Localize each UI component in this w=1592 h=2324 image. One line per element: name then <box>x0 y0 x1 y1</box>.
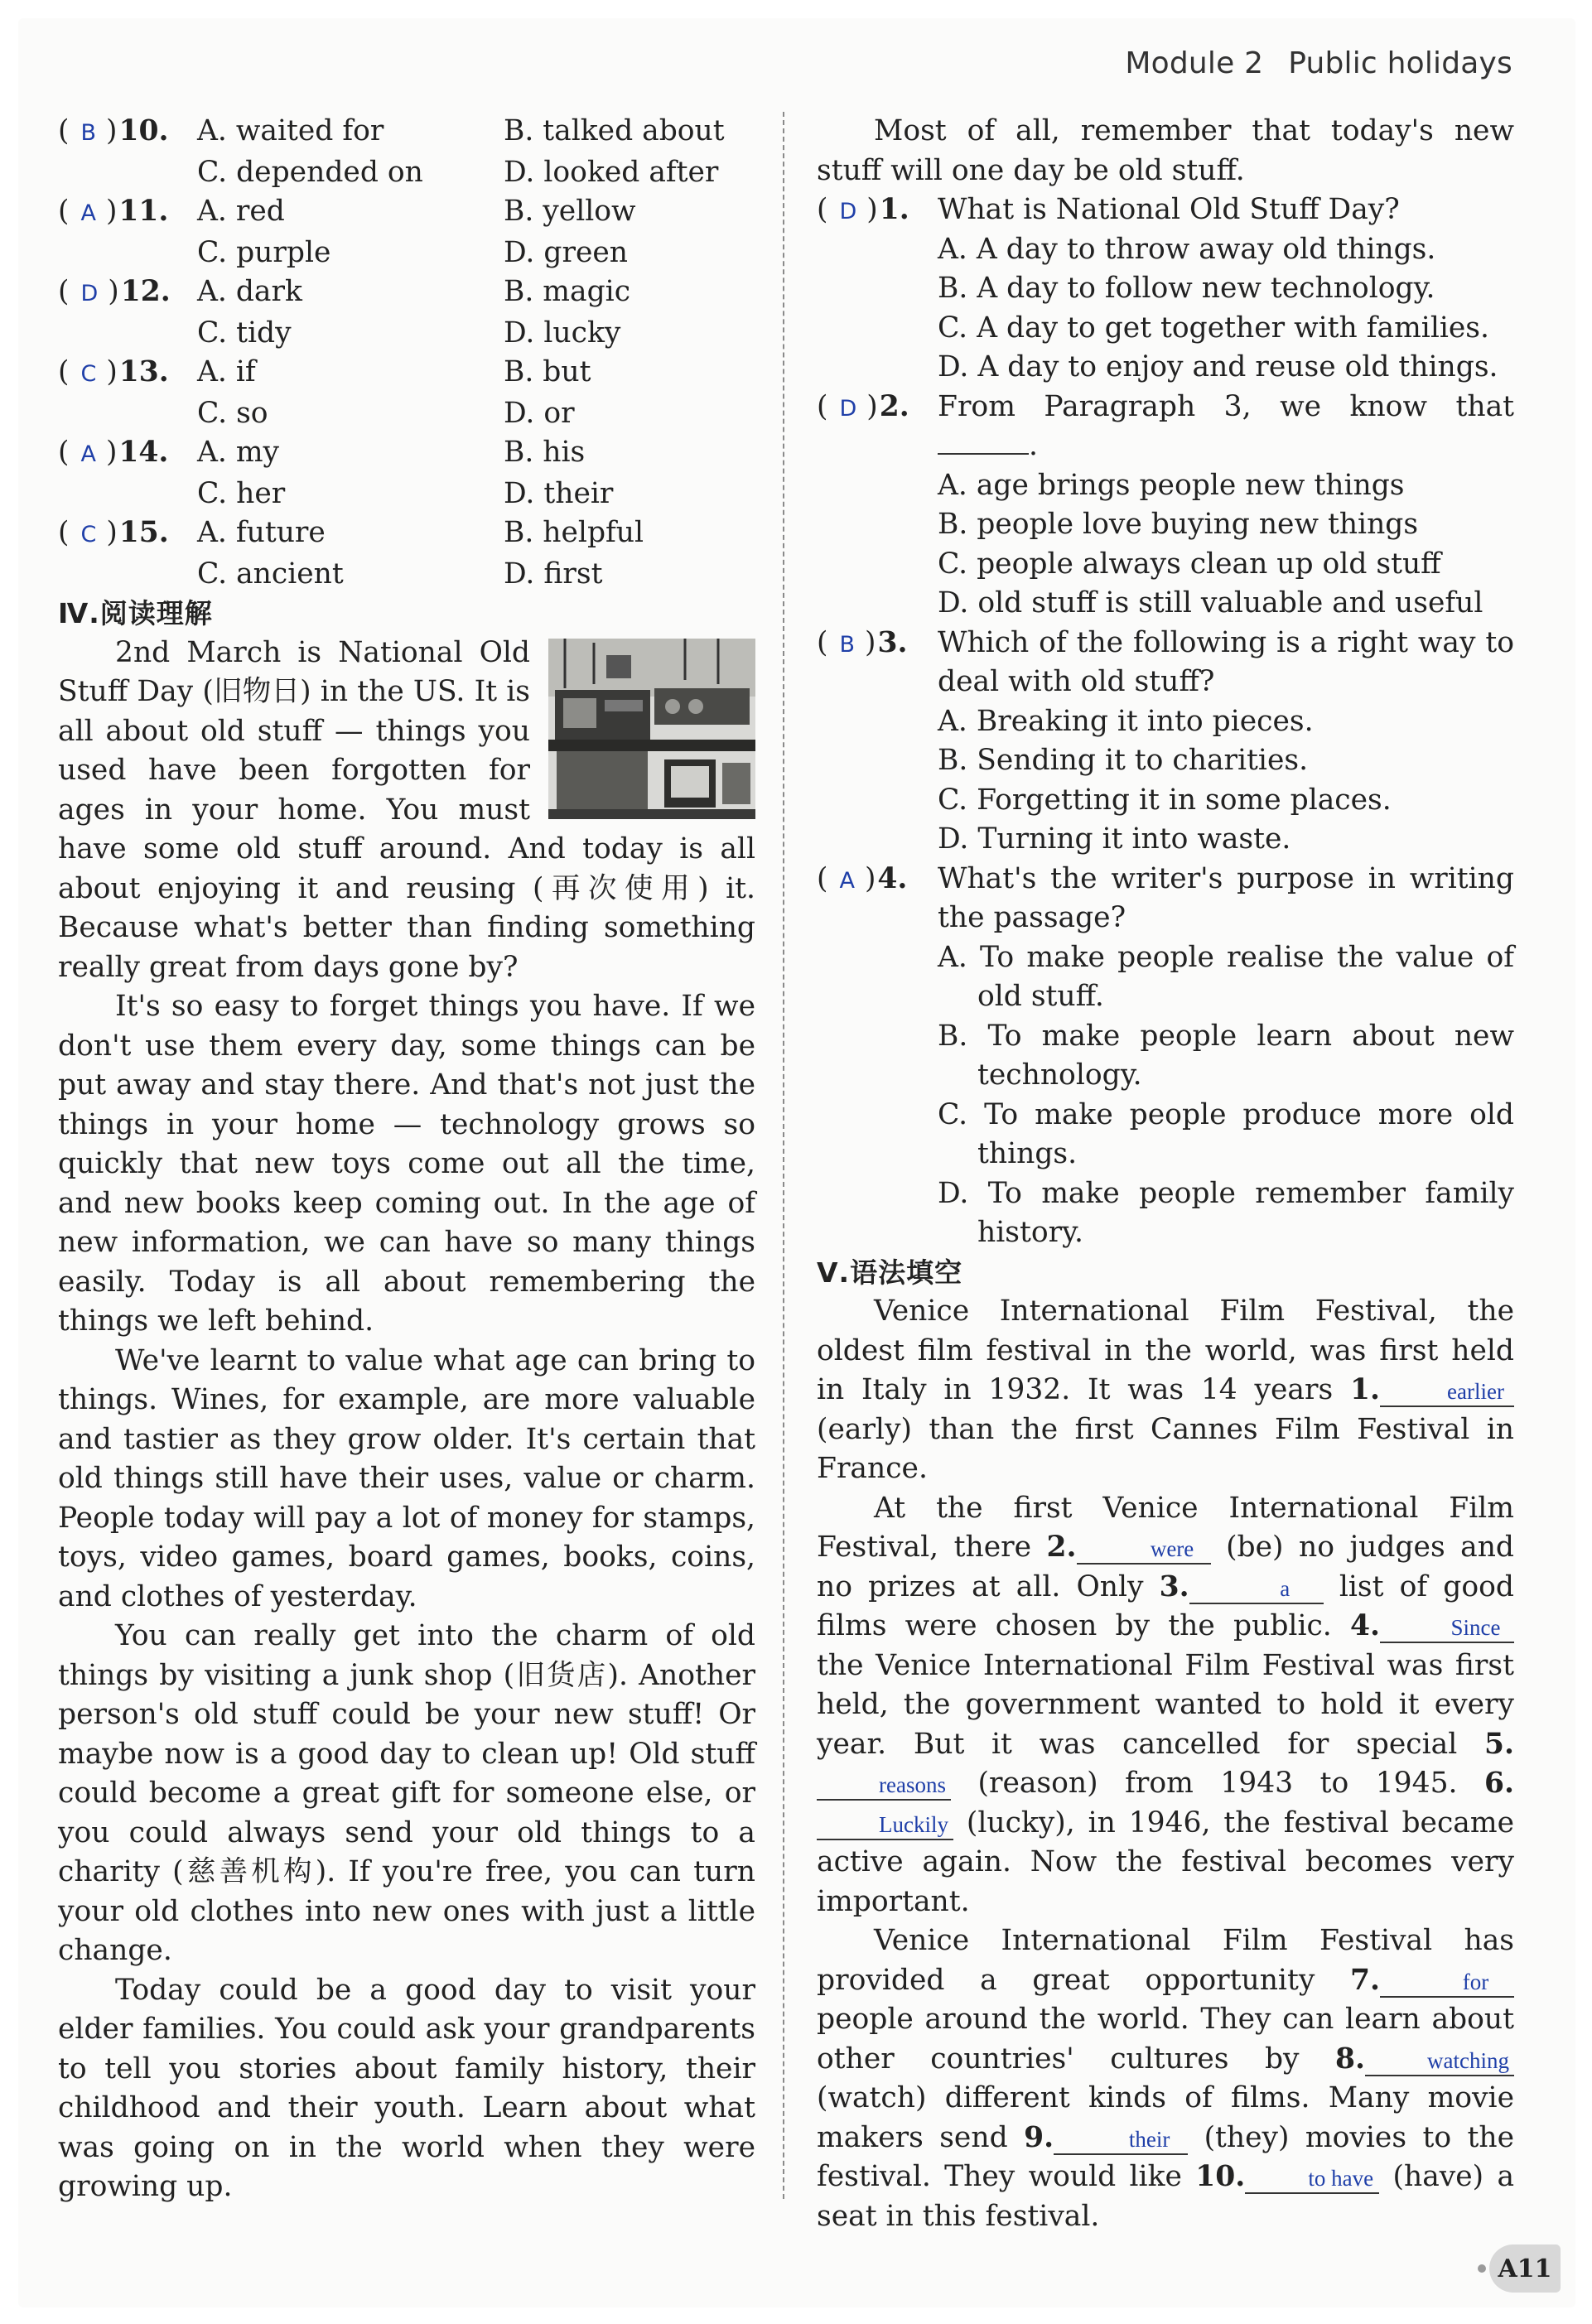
option-c: C. To make people produce more old things. <box>938 1097 1514 1170</box>
option-d: D. lucky <box>504 316 621 350</box>
question-stem: What's the writer's purpose in writing the passage? <box>938 861 1514 934</box>
option-b: B. talked about <box>504 114 725 147</box>
old-stuff-photo <box>548 639 755 819</box>
option-a: A. my <box>197 436 280 469</box>
fill-blank-3: a <box>1189 1574 1324 1604</box>
question-2: ( D )2. From Paragraph 3, we know that . A. age brings people new things B. people love buying new things C. people always clean up old stuff D. old stuff is still valuable and useful <box>817 388 1514 624</box>
option-c: C. her <box>197 476 286 510</box>
option-b: B. people love buying new things <box>938 508 1419 541</box>
answer-mark: A <box>839 867 855 894</box>
fill-blank-9: their <box>1054 2125 1188 2155</box>
option-d: D. looked after <box>504 155 719 189</box>
cloze-item-14: ( A )14. A. my B. his <box>58 433 755 475</box>
cloze-item-13-cd <box>58 394 755 434</box>
answer-mark: C <box>80 522 97 547</box>
option-c: C. people always clean up old stuff <box>938 547 1441 581</box>
option-b: B. A day to follow new technology. <box>938 272 1435 305</box>
fill-blank-10: to have <box>1245 2164 1379 2194</box>
fill-blank-1: earlier <box>1380 1377 1514 1407</box>
cloze-item-11-cd <box>58 234 755 273</box>
option-a: A. Breaking it into pieces. <box>938 704 1314 738</box>
option-d: D. Turning it into waste. <box>938 822 1291 856</box>
option-a: A. waited for <box>197 114 384 147</box>
answer-mark: D <box>839 199 857 224</box>
left-column <box>58 112 755 2207</box>
cloze-item-10: ( B )10. A. waited for B. talked about <box>58 112 755 153</box>
fill-blank-6: Luckily <box>817 1811 953 1840</box>
answer-mark: D <box>80 281 99 306</box>
cloze-item-15: ( C )15. A. future B. helpful <box>58 513 755 555</box>
fill-blank-2: were <box>1077 1535 1211 1565</box>
cloze-item-12-cd <box>58 314 755 354</box>
reading-paragraph-1: 2nd March is National Old Stuff Day (旧物日) in the US. It is all about old stuff — things you used have been forgotten for ages in your home. You must have some old stuff around. And today is all about enjoying it and reusing (再次使用) it. Because what's better than finding something really great from days gone by? <box>58 635 755 984</box>
fill-blank-4: Since <box>1380 1613 1514 1643</box>
answer-mark: B <box>839 631 855 658</box>
right-column <box>817 112 1514 2236</box>
grammar-paragraph-2: At the first Venice International Film Festival, there 2. were (be) no judges and no prizes at all. Only 3. a list of good films were chosen by the public. 4. Since the Venice International Film Festival was first held, the government wanted to hold it every year. But it was cancelled for special 5.reasons (reason) from 1943 to 1945. 6.Luckily (lucky), in 1946, the festival became active again. Now the festival becomes very important. <box>817 1491 1515 1918</box>
option-d: D. old stuff is still valuable and useful <box>938 586 1483 620</box>
option-a: A. if <box>197 355 256 388</box>
option-d: D. A day to enjoy and reuse old things. <box>938 350 1498 383</box>
grammar-paragraph-3: Venice International Film Festival has provided a great opportunity 7. for people around the world. They can learn about other countries' cultures by 8. watching (watch) different kinds of films. Many movie makers send 9. their (they) movies to the festival. They would like 10. to have (have) a seat in this festival. <box>817 1924 1515 2233</box>
option-d: D. their <box>504 476 614 510</box>
module-label: Module 2 <box>1125 46 1264 80</box>
option-d: D. first <box>504 557 603 591</box>
question-stem: From Paragraph 3, we know that . <box>938 389 1514 462</box>
cloze-item-13: ( C )13. A. if B. but <box>58 353 755 394</box>
option-a: A. dark <box>197 275 302 308</box>
answer-mark: D <box>839 395 857 422</box>
option-a: A. age brings people new things <box>938 468 1405 502</box>
page-number-tab <box>1489 2244 1561 2293</box>
fill-blank-7: for <box>1380 1968 1514 1998</box>
cloze-item-15-cd <box>58 555 755 595</box>
grammar-section-title: Ⅴ.语法填空 <box>817 1256 963 1289</box>
option-d: D. green <box>504 235 628 269</box>
reading-paragraph-6: Most of all, remember that today's new stuff will one day be old stuff. <box>817 114 1514 187</box>
option-d: D. To make people remember family history. <box>938 1176 1514 1249</box>
cloze-answers <box>58 112 755 594</box>
answer-mark: C <box>80 361 97 387</box>
answer-mark: B <box>80 120 96 146</box>
option-a: A. A day to throw away old things. <box>938 232 1436 266</box>
page-number: A11 <box>1498 2254 1552 2283</box>
cloze-item-10-cd <box>58 153 755 193</box>
option-b: B. Sending it to charities. <box>938 744 1309 777</box>
reading-section-title: Ⅳ.阅读理解 <box>58 597 213 629</box>
cloze-item-12: ( D )12. A. dark B. magic <box>58 272 755 314</box>
question-3: ( B )3. Which of the following is a right way to deal with old stuff? A. Breaking it into pieces. B. Sending it to charities. C. Forgetting it in some places. D. Turning it into waste. <box>817 624 1514 860</box>
question-1: ( D )1. What is National Old Stuff Day? A. A day to throw away old things. B. A day to follow new technology. C. A day to get together with families. D. A day to enjoy and reuse old things. <box>817 190 1514 388</box>
option-c: C. A day to get together with families. <box>938 311 1489 345</box>
option-b: B. To make people learn about new technology. <box>938 1019 1514 1092</box>
question-4: ( A )4. What's the writer's purpose in writing the passage? A. To make people realise the value of old stuff. B. To make people learn about new technology. C. To make people produce more old things. D. To make people remember family history. <box>817 860 1514 1253</box>
option-b: B. helpful <box>504 516 644 549</box>
option-c: C. ancient <box>197 557 344 591</box>
page-dot-decoration <box>1478 2264 1486 2273</box>
option-c: C. depended on <box>197 155 423 189</box>
cloze-item-14-cd <box>58 475 755 514</box>
cloze-item-11: ( A )11. A. red B. yellow <box>58 192 755 234</box>
option-d: D. or <box>504 396 575 430</box>
option-c: C. Forgetting it in some places. <box>938 783 1392 817</box>
reading-paragraph-3: We've learnt to value what age can bring to things. Wines, for example, are more valuable and tastier as they grow older. It's certain that old things still have their uses, value or charm. People today will pay a lot of money for stamps, toys, video games, board games, books, coins, and clothes of yesterday. <box>58 1343 755 1613</box>
option-a: A. To make people realise the value of old stuff. <box>938 940 1514 1013</box>
question-stem: Which of the following is a right way to deal with old stuff? <box>938 625 1514 698</box>
option-a: A. future <box>197 516 326 549</box>
option-b: B. yellow <box>504 195 636 228</box>
option-b: B. magic <box>504 275 631 308</box>
fill-blank-8: watching <box>1365 2047 1514 2076</box>
reading-paragraph-4: You can really get into the charm of old things by visiting a junk shop (旧货店). Another person's old stuff could be your new stuff! Or maybe now is a good day to clean up! Old stuff could become a great gift for someone else, or you could always send your old things to a charity (慈善机构). If you're free, you can turn your old clothes into new ones with just a little change. <box>58 1619 755 1967</box>
reading-paragraph-2: It's so easy to forget things you have. If we don't use them every day, some things can be put away and stay there. And that's not just the things in your home — technology grows so quickly that new toys come out all the time, and new books keep coming out. In the age of new information, we can have so many things easily. Today is all about remembering the things we left behind. <box>58 990 755 1338</box>
topic-label: Public holidays <box>1288 46 1512 80</box>
fill-blank-5: reasons <box>817 1771 951 1801</box>
answer-mark: A <box>80 200 96 226</box>
page-header <box>1125 46 1512 80</box>
grammar-paragraph-1: Venice International Film Festival, the oldest film festival in the world, was first held in Italy in 1932. It was 14 years 1. earlier (early) than the first Cannes Film Festival in France. <box>817 1295 1514 1485</box>
answer-mark: A <box>80 441 96 467</box>
option-b: B. his <box>504 436 586 469</box>
option-c: C. so <box>197 396 268 430</box>
option-b: B. but <box>504 355 591 388</box>
answer-blank <box>938 428 1029 455</box>
reading-paragraph-5: Today could be a good day to visit your elder families. You could ask your grandparents to tell you stories about family history, their childhood and their youth. Learn about what was going on in the world when they were growing up. <box>58 1973 755 2203</box>
question-stem: What is National Old Stuff Day? <box>938 193 1400 226</box>
option-c: C. purple <box>197 235 331 269</box>
option-c: C. tidy <box>197 316 292 350</box>
column-divider <box>783 112 784 2199</box>
option-a: A. red <box>197 195 285 228</box>
